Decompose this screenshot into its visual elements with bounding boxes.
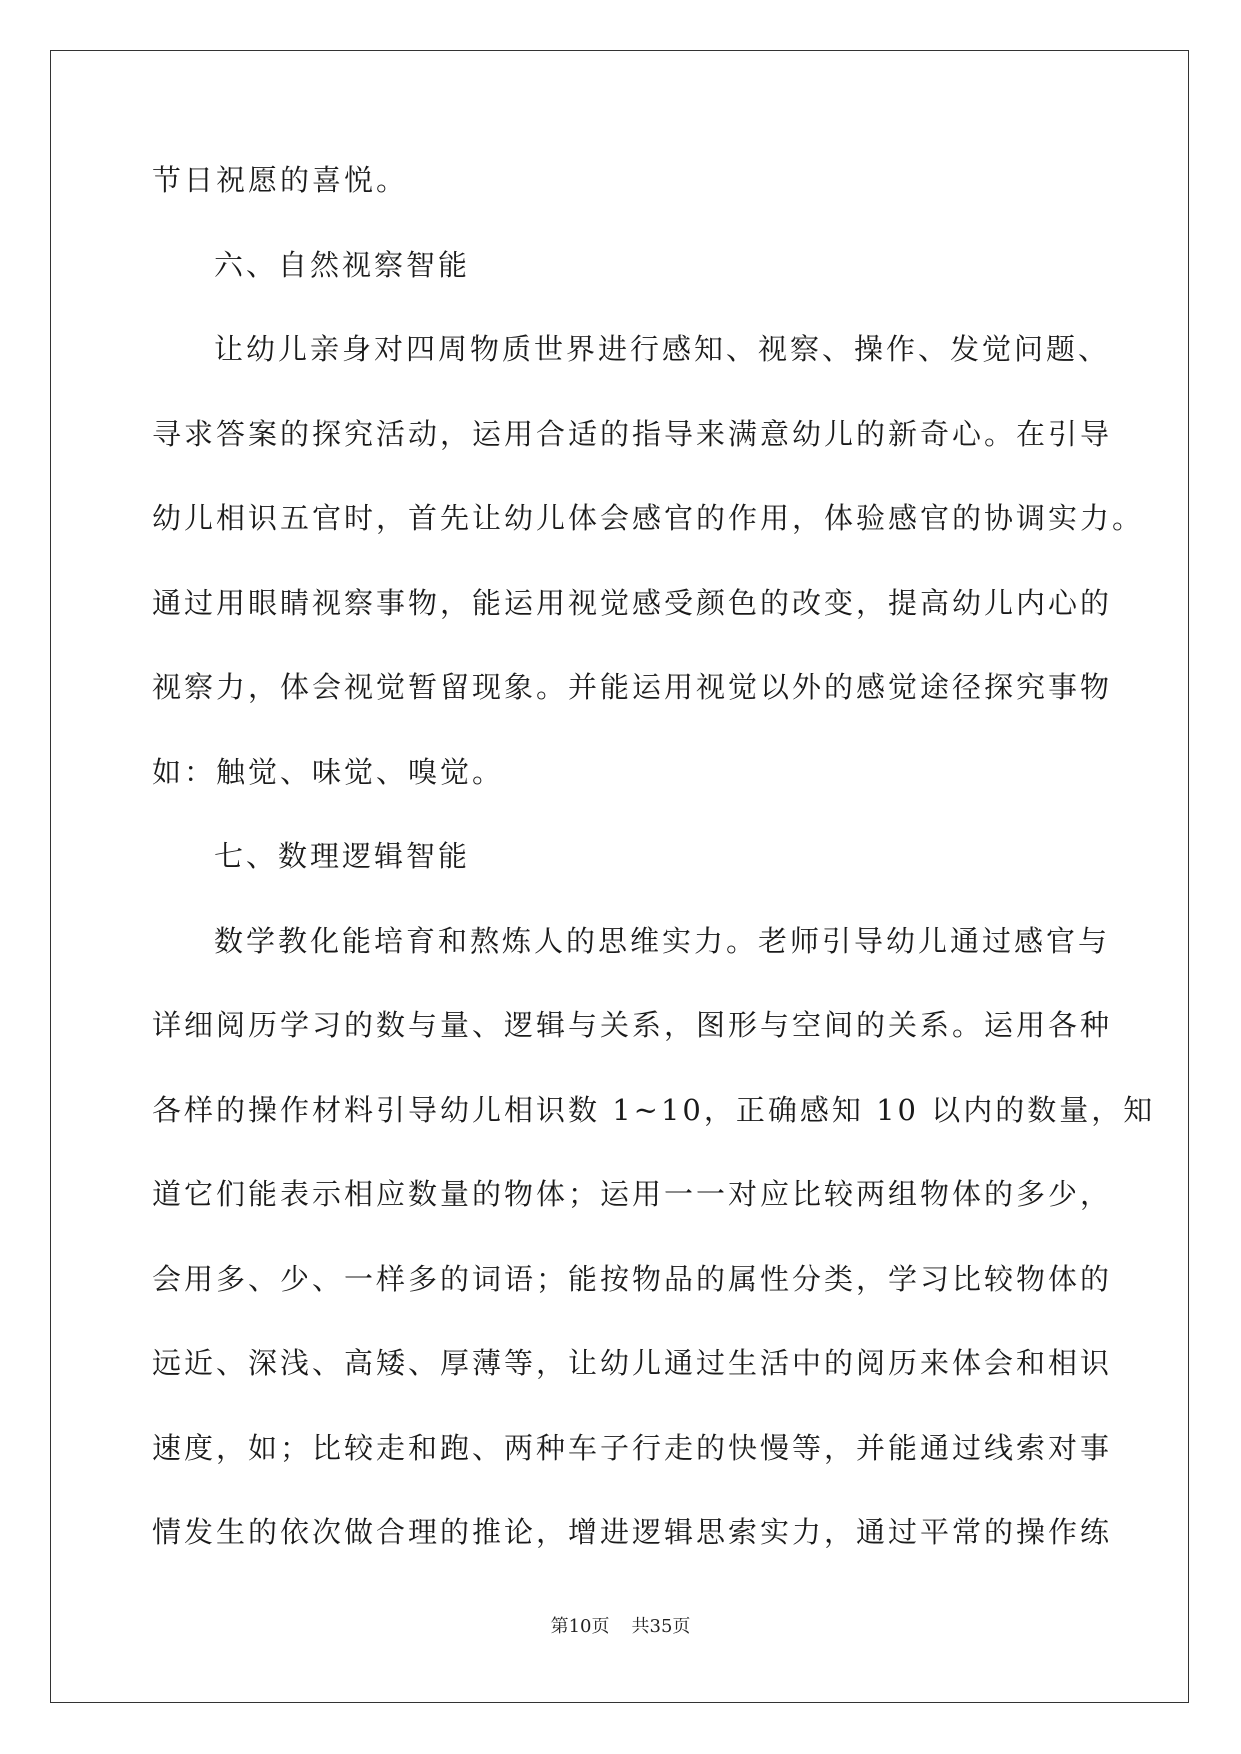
- text-line: 通过用眼睛视察事物，能运用视觉感受颜色的改变，提高幼儿内心的: [152, 585, 1113, 620]
- text-line: 让幼儿亲身对四周物质世界进行感知、视察、操作、发觉问题、: [214, 332, 1111, 366]
- text-line: 各样的操作材料引导幼儿相识数 1~10，正确感知 10 以内的数量，知: [152, 1092, 1156, 1127]
- text-line: 详细阅历学习的数与量、逻辑与关系，图形与空间的关系。运用各种: [152, 1008, 1113, 1042]
- page-footer: [0, 1612, 1241, 1638]
- text-line: 如：触觉、味觉、嗅觉。: [152, 754, 505, 789]
- text-line: 节日祝愿的喜悦。: [152, 163, 409, 197]
- text-line: 道它们能表示相应数量的物体；运用一一对应比较两组物体的多少，: [152, 1177, 1113, 1211]
- text-line: 六、自然视察智能: [214, 247, 471, 282]
- text-line: 情发生的依次做合理的推论，增进逻辑思索实力，通过平常的操作练: [152, 1515, 1113, 1549]
- text-line: 远近、深浅、高矮、厚薄等，让幼儿通过生活中的阅历来体会和相识: [152, 1346, 1113, 1380]
- text-line: 会用多、少、一样多的词语；能按物品的属性分类，学习比较物体的: [152, 1261, 1113, 1296]
- text-line: 视察力，体会视觉暂留现象。并能运用视觉以外的感觉途径探究事物: [152, 670, 1113, 704]
- text-line: 寻求答案的探究活动，运用合适的指导来满意幼儿的新奇心。在引导: [152, 416, 1113, 451]
- page-number-total: 共35页: [631, 1616, 691, 1637]
- text-line: 速度，如；比较走和跑、两种车子行走的快慢等，并能通过线索对事: [152, 1430, 1113, 1465]
- document-body: [152, 160, 1156, 1597]
- text-line: 幼儿相识五官时，首先让幼儿体会感官的作用，体验感官的协调实力。: [152, 501, 1145, 535]
- text-line: 七、数理逻辑智能: [214, 839, 471, 873]
- page-number-current: 第10页: [550, 1616, 610, 1637]
- text-line: 数学教化能培育和熬炼人的思维实力。老师引导幼儿通过感官与: [214, 923, 1111, 958]
